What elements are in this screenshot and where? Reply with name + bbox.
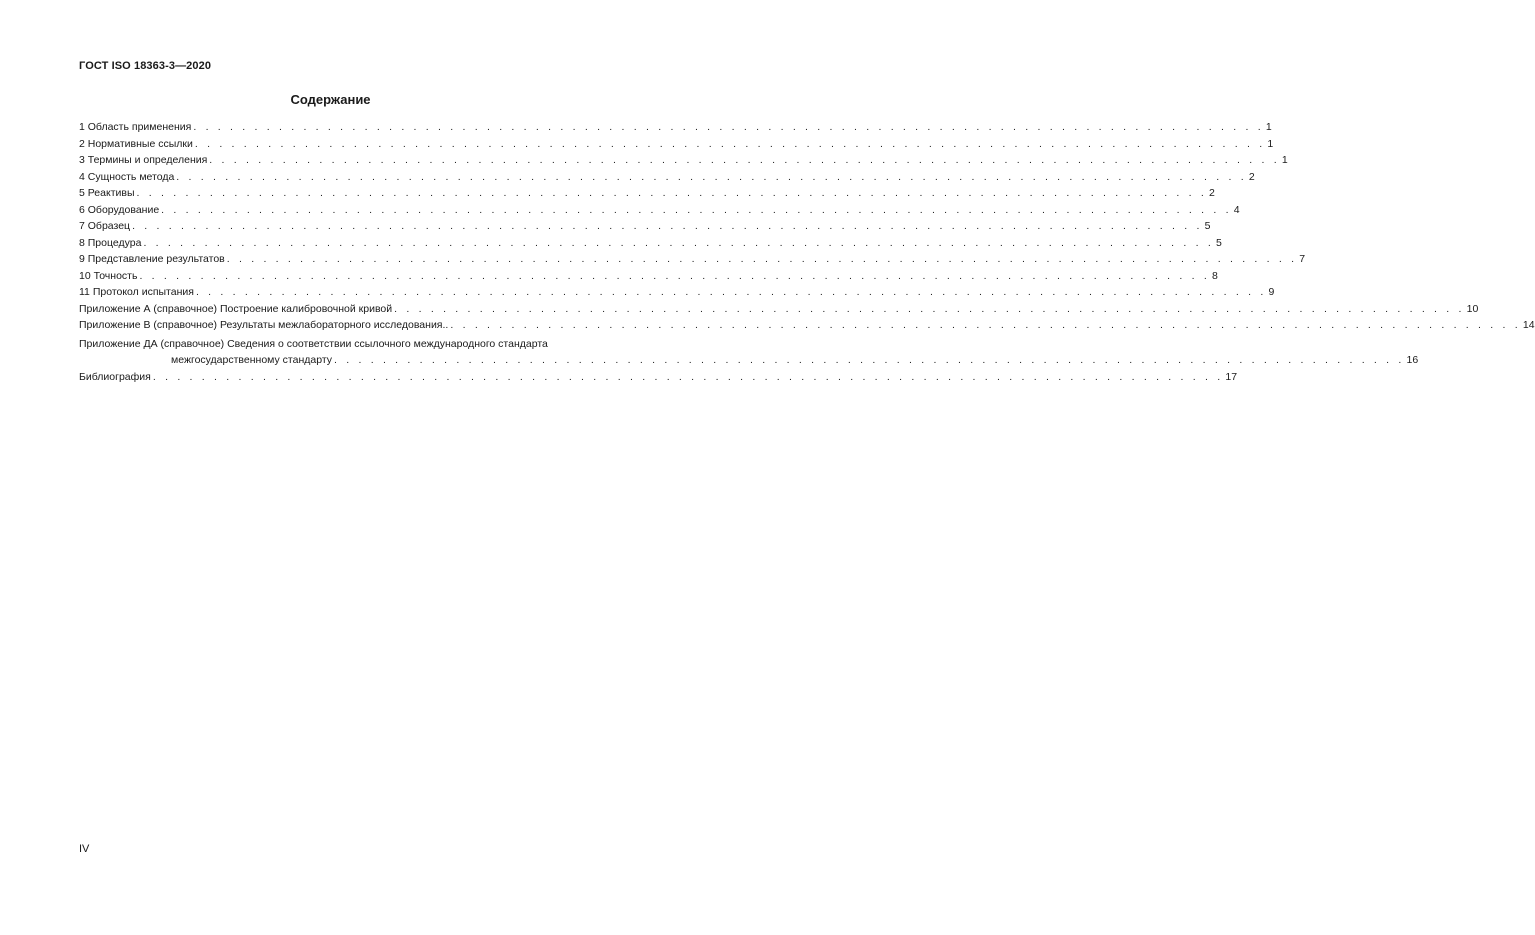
toc-entry[interactable] [79,235,1222,252]
toc-entry-page: 5 [1215,236,1222,249]
toc-leader-dots: . . . . . . . . . . . . . . . . . . . . . . . . . . . . . . . . . . . . . . . . . . . . . . . . . . . . . . . . . . . . . . . . . . . . . . . . . . . . . . . . . . . . . . . . [194,137,1266,150]
toc-leader-dots: . . . . . . . . . . . . . . . . . . . . . . . . . . . . . . . . . . . . . . . . . . . . . . . . . . . . . . . . . . . . . . . . . . . . . . . . . . . . . . . . . . . . . . . . [161,203,1232,216]
toc-entry[interactable] [79,185,1215,202]
toc-leader-dots: . . . . . . . . . . . . . . . . . . . . . . . . . . . . . . . . . . . . . . . . . . . . . . . . . . . . . . . . . . . . . . . . . . . . . . . . . . . . . . . . . . . . . . . . [226,253,1298,265]
table-of-contents [79,119,1535,385]
toc-leader-dots: . . . . . . . . . . . . . . . . . . . . . . . . . . . . . . . . . . . . . . . . . . . . . . . . . . . . . . . . . . . . . . . . . . . . . . . . . . . . . . . . . . . . . . . . [394,302,1465,315]
toc-entry[interactable] [79,218,1211,235]
toc-entry-page: 5 [1204,220,1211,232]
toc-title: Содержание [290,92,371,107]
toc-entry-page: 4 [1233,203,1240,216]
toc-leader-dots: . . . . . . . . . . . . . . . . . . . . . . . . . . . . . . . . . . . . . . . . . . . . . . . . . . . . . . . . . . . . . . . . . . . . . . . . . . . . . . . . . . . . . . . . [132,220,1203,232]
toc-entry-page: 9 [1268,286,1275,298]
toc-entry-label: 5 Реактивы [79,187,135,199]
toc-entry-page: 1 [1267,137,1274,150]
toc-entry-page: 2 [1209,187,1215,199]
toc-leader-dots: . . . . . . . . . . . . . . . . . . . . . . . . . . . . . . . . . . . . . . . . . . . . . . . . . . . . . . . . . . . . . . . . . . . . . . . . . . . . . . . . . . . . . . . . [209,154,1280,166]
toc-entry-label: Приложение В (справочное) Результаты межлабораторного исследования.. [79,319,449,331]
toc-entry-label: 1 Область применения [79,121,192,133]
toc-entry-label: 6 Оборудование [79,203,160,216]
toc-entry[interactable] [79,268,1218,285]
page-number: IV [79,843,90,855]
toc-entry-label: 10 Точность [79,269,138,282]
document-code: ГОСТ ISO 18363-3—2020 [79,60,212,72]
toc-leader-dots: . . . . . . . . . . . . . . . . . . . . . . . . . . . . . . . . . . . . . . . . . . . . . . . . . . . . . . . . . . . . . . . . . . . . . . . . . . . . . . . . . . . . . . . . [195,286,1267,298]
toc-entry-page: 8 [1211,269,1218,282]
toc-entry-page: 10 [1466,302,1479,315]
toc-entry-label: 3 Термины и определения [79,154,208,166]
toc-entry[interactable] [79,202,1240,219]
toc-entry-page: 14 [1522,319,1535,331]
toc-leader-dots: . . . . . . . . . . . . . . . . . . . . . . . . . . . . . . . . . . . . . . . . . . . . . . . . . . . . . . . . . . . . . . . . . . . . . . . . . . . . . . . . . . . . . . . . [143,236,1214,249]
toc-entry[interactable] [79,251,1306,268]
toc-leader-dots: . . . . . . . . . . . . . . . . . . . . . . . . . . . . . . . . . . . . . . . . . . . . . . . . . . . . . . . . . . . . . . . . . . . . . . . . . . . . . . . . . . . . . . . . [334,354,1405,366]
toc-entry[interactable] [79,119,1272,136]
toc-entry-page: 7 [1299,253,1306,265]
toc-leader-dots: . . . . . . . . . . . . . . . . . . . . . . . . . . . . . . . . . . . . . . . . . . . . . . . . . . . . . . . . . . . . . . . . . . . . . . . . . . . . . . . . . . . . . . . . [193,121,1264,133]
toc-entry-label: Приложение А (справочное) Построение калибровочной кривой [79,302,393,315]
toc-entry-label: 4 Сущность метода [79,170,175,183]
toc-entry-label: 2 Нормативные ссылки [79,137,193,150]
toc-entry-page: 17 [1225,370,1238,383]
toc-entry-page: 1 [1281,154,1288,166]
toc-entry-label: 9 Представление результатов [79,253,225,265]
toc-leader-dots: . . . . . . . . . . . . . . . . . . . . . . . . . . . . . . . . . . . . . . . . . . . . . . . . . . . . . . . . . . . . . . . . . . . . . . . . . . . . . . . . . . . . . . . . [176,170,1247,183]
toc-entry[interactable] [79,152,1288,169]
toc-leader-dots: . . . . . . . . . . . . . . . . . . . . . . . . . . . . . . . . . . . . . . . . . . . . . . . . . . . . . . . . . . . . . . . . . . . . . . . . . . . . . . . . . . . . . . . . [136,187,1208,199]
toc-entry-annex-da[interactable] [79,336,1419,369]
toc-entry[interactable] [79,169,1255,186]
toc-entry-label: 7 Образец [79,220,131,232]
toc-entry[interactable] [79,136,1274,153]
toc-entry-annex[interactable] [79,317,1535,334]
toc-leader-dots: . . . . . . . . . . . . . . . . . . . . . . . . . . . . . . . . . . . . . . . . . . . . . . . . . . . . . . . . . . . . . . . . . . . . . . . . . . . . . . . . . . . . . . . . [139,269,1210,282]
toc-entry-label-continuation: межгосударственному стандарту [171,354,332,366]
toc-entry-label: 8 Процедура [79,236,142,249]
toc-entry[interactable] [79,284,1275,301]
toc-entry-label: Библиография [79,370,151,383]
toc-entry-annex[interactable] [79,301,1479,318]
toc-entry-label: Приложение ДА (справочное) Сведения о соответствии ссылочного международного стандарта [79,337,548,350]
toc-entry-label: 11 Протокол испытания [79,286,194,298]
toc-entry-page: 1 [1265,121,1272,133]
toc-entry-page: 16 [1406,354,1419,366]
toc-leader-dots: . . . . . . . . . . . . . . . . . . . . . . . . . . . . . . . . . . . . . . . . . . . . . . . . . . . . . . . . . . . . . . . . . . . . . . . . . . . . . . . . . . . . . . . . [450,319,1521,331]
toc-entry-bibliography[interactable] [79,369,1238,386]
toc-leader-dots: . . . . . . . . . . . . . . . . . . . . . . . . . . . . . . . . . . . . . . . . . . . . . . . . . . . . . . . . . . . . . . . . . . . . . . . . . . . . . . . . . . . . . . . . [152,370,1224,383]
toc-entry-page: 2 [1248,170,1255,183]
